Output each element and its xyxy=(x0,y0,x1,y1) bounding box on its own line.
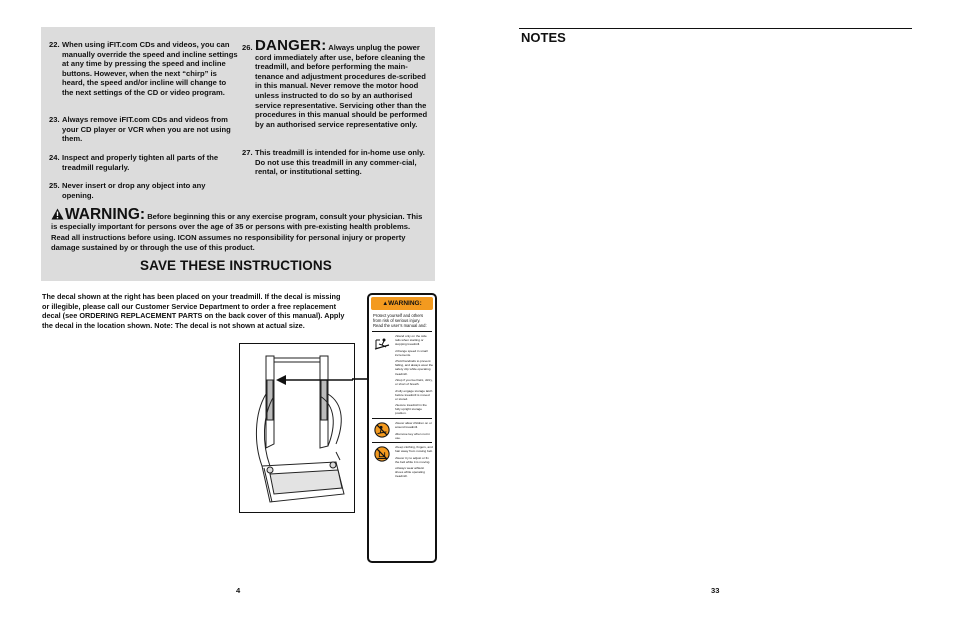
decal-bullet: •Stand only on the side rails when starting or stopping treadmill. xyxy=(395,334,427,347)
decal-divider xyxy=(372,331,432,332)
instruction-item-27: 27. This treadmill is intended for in-home use only. Do not use this treadmill in any commer-cial, rental, or institutional setting. xyxy=(242,148,425,177)
decal-bullet: •Never allow children on or around treadmill. xyxy=(395,420,432,430)
hand-belt-hazard-icon xyxy=(373,446,391,462)
decal-section-1 xyxy=(369,334,435,416)
warning-triangle-icon xyxy=(51,208,64,220)
child-prohibited-icon xyxy=(373,422,391,438)
decal-intro: Protect yourself and others from risk of serious injury. Read the user’s manual and: xyxy=(373,313,427,328)
instruction-item-25: 25. Never insert or drop any object into any opening. xyxy=(49,181,206,200)
treadmill-fall-icon xyxy=(373,336,391,352)
page-number-right: 33 xyxy=(711,586,720,595)
instruction-item-26: 26. DANGER: Always unplug the power cord immediately after use, before cleaning the treadmill, and before performing the main-tenance and adjustment procedures de-scribed in this manual. Never remove the motor hood unless instructed to do so by an authorised service representative. Servicing other than the procedures in this manual should be performed by an authorised service representative only. xyxy=(242,40,433,129)
decal-bullet: •Secure treadmill in the fully upright storage position. xyxy=(395,403,427,416)
decal-paragraph: The decal shown at the right has been placed on your treadmill. If the decal is missing or illegible, please call our Customer Service Department to order a free replacement decal (see ORDERING REPLACEMENT PARTS on the back cover of this manual). Apply the decal in the location shown. Note: The decal is not shown at actual size. xyxy=(42,292,345,330)
danger-heading: DANGER: xyxy=(255,37,327,54)
notes-title: NOTES xyxy=(521,30,566,45)
decal-bullet: •Always wear athletic shoes while operating treadmill. xyxy=(395,466,425,479)
warning-heading: WARNING: xyxy=(65,206,146,223)
decal-bullet: •Change speed in small increments. xyxy=(395,348,428,357)
notes-top-rule xyxy=(519,28,912,29)
decal-divider xyxy=(372,442,432,443)
instruction-item-23: 23. Always remove iFIT.com CDs and videos from your CD player or VCR when you are not using them. xyxy=(49,115,231,144)
decal-header: ▲WARNING: xyxy=(371,297,433,310)
instruction-item-24: 24. Inspect and properly tighten all parts of the treadmill regularly. xyxy=(49,153,219,172)
decal-section-2 xyxy=(369,421,435,440)
instruction-item-22: 22. When using iFIT.com CDs and videos, you can manually override the speed and incline settings at any time by pressing the speed and incline buttons. However, when the next “chirp” is heard, the speed and/or incline will change to the next settings of the CD or video program. xyxy=(49,40,238,97)
warning-paragraph: WARNING: Before beginning this or any exercise program, consult your physician. This is especially important for persons over the age of 35 or persons with pre-existing health problems. Read all instructions before using. ICON assumes no responsibility for personal injury or property damage sustained by or through the use of this product. xyxy=(51,206,423,253)
decal-bullet: •Never try to adjust or fix the belt while it is moving. xyxy=(395,455,431,464)
decal-bullet: •Keep clothing, fingers, and hair away from moving belt. xyxy=(395,445,433,454)
decal-bullet: •Fully engage storage latch before treadmill is moved or stored. xyxy=(395,388,433,401)
decal-bullet: •Stop if you feel faint, dizzy, or short of breath. xyxy=(395,378,433,387)
treadmill-illustration xyxy=(239,343,355,513)
decal-divider xyxy=(372,418,432,419)
save-instructions-title: SAVE THESE INSTRUCTIONS xyxy=(140,258,332,273)
treadmill-drawing xyxy=(240,344,354,512)
danger-paragraph: DANGER: Always unplug the power cord immediately after use, before cleaning the treadmill, and before performing the main-tenance and adjustment procedures de-scribed in this manual. Never remove the motor hood unless instructed to do so by an authorised service representative. Servicing other than the procedures in this manual should be performed by an authorised service representative only. xyxy=(255,37,428,129)
arrow-extension xyxy=(352,375,368,383)
page-number-left: 4 xyxy=(236,586,241,595)
warning-decal xyxy=(367,293,437,563)
decal-bullet: •Hold handrails to prevent falling, and always wear the safety clip while operating treadmill. xyxy=(395,359,434,376)
decal-section-3 xyxy=(369,445,435,478)
decal-bullet: •Remove key when not in use. xyxy=(395,431,430,440)
